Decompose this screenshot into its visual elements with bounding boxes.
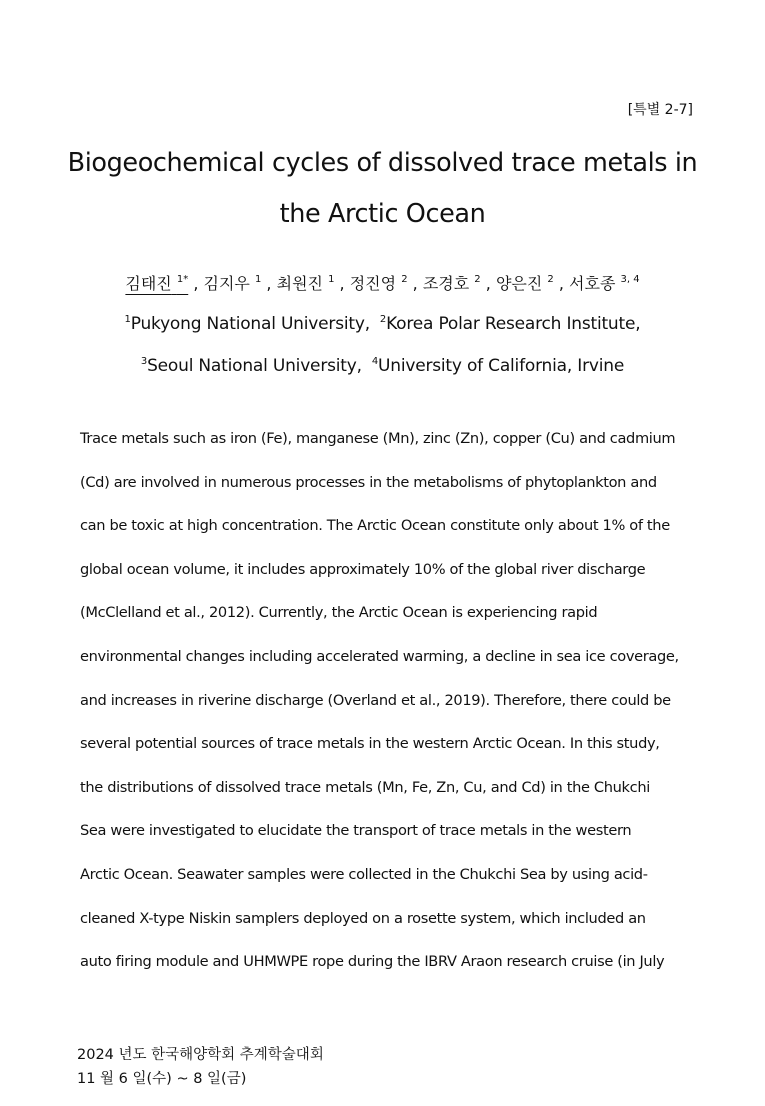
author-sup: 1 (254, 274, 262, 285)
author-sup: 2 (547, 274, 554, 285)
abstract-line: can be toxic at high concentration. The Arctic Ocean constitute only about 1% of the (80, 517, 670, 535)
abstract-line: Arctic Ocean. Seawater samples were collected in the Chukchi Sea by using acid- (80, 865, 648, 883)
author-name: 서호종 (569, 274, 616, 293)
author (277, 274, 335, 293)
affiliation-line (40, 356, 725, 376)
affiliation-name: Korea Polar Research Institute, (386, 314, 641, 334)
author (569, 274, 640, 293)
author-sup: 1 (328, 274, 335, 285)
affiliation-sup: 1 (124, 314, 131, 325)
abstract-line: cleaned X-type Niskin samplers deployed on a rosette system, which included an (80, 909, 646, 927)
affiliation-name: Seoul National University, (147, 356, 362, 376)
abstract-line: Trace metals such as iron (Fe), manganese (Mn), zinc (Zn), copper (Cu) and cadmium (80, 430, 676, 447)
author (496, 274, 554, 293)
author-sup: 3, 4 (620, 274, 640, 285)
abstract-line: the distributions of dissolved trace metals (Mn, Fe, Zn, Cu, and Cd) in the Chukchi (80, 778, 650, 796)
affiliation-name: Pukyong National University, (130, 314, 370, 334)
abstract-line: and increases in riverine discharge (Overland et al., 2019). Therefore, there could be (80, 691, 671, 709)
affiliation-line (40, 314, 725, 334)
author-presenter (125, 274, 188, 293)
author-sup: 2 (474, 274, 481, 285)
abstract-body (80, 425, 692, 992)
author-name: 정진영 (349, 274, 397, 293)
affiliation-sup: 4 (371, 356, 378, 367)
author (350, 274, 408, 293)
conference-dates: 11 월 6 일(수) ~ 8 일(금) (77, 1071, 247, 1087)
author-name: 최원진 (276, 274, 323, 293)
affiliation-sup: 3 (140, 356, 148, 367)
abstract-line: several potential sources of trace metals in the western Arctic Ocean. In this study, (80, 735, 660, 753)
affiliation-name: University of California, Irvine (378, 356, 625, 376)
conference-footer (77, 1043, 324, 1091)
author-sup: 2 (401, 274, 408, 285)
session-tag: [특별 2-7] (627, 102, 693, 118)
abstract-line: auto firing module and UHMWPE rope during the IBRV Araon research cruise (in July (80, 953, 665, 971)
author-name: 김지우 (203, 274, 250, 293)
author-name: 조경호 (422, 274, 470, 293)
abstract-line: environmental changes including accelerated warming, a decline in sea ice coverage, (80, 647, 679, 665)
author-list: 김태진 $^{1*}$ , 김지우 $^1$ , 최원진 $^1$ , 정진영 $^2$ , 조경호 $^2$ , 양은진 $^2$ , 서호종 $^{3, 4}$ (125, 274, 640, 293)
title-line: Biogeochemical cycles of dissolved trace metals in (67, 148, 698, 178)
affiliation-sup: 2 (379, 314, 387, 325)
abstract-line: global ocean volume, it includes approximately 10% of the global river discharge (80, 560, 646, 578)
conference-name: 2024 년도 한국해양학회 추계학술대회 (77, 1047, 324, 1063)
abstract-line: (Cd) are involved in numerous processes in the metabolisms of phytoplankton and (80, 473, 657, 491)
author-sup: 1* (176, 274, 189, 285)
abstract-line: (McClelland et al., 2012). Currently, the Arctic Ocean is experiencing rapid (80, 604, 598, 622)
author-name: 김태진 (125, 274, 172, 293)
paper-title (60, 138, 705, 240)
author (423, 274, 481, 293)
author (204, 274, 262, 293)
abstract-line: Sea were investigated to elucidate the transport of trace metals in the western (80, 822, 632, 840)
title-line: the Arctic Ocean (279, 199, 486, 229)
author-name: 양은진 (495, 274, 543, 293)
